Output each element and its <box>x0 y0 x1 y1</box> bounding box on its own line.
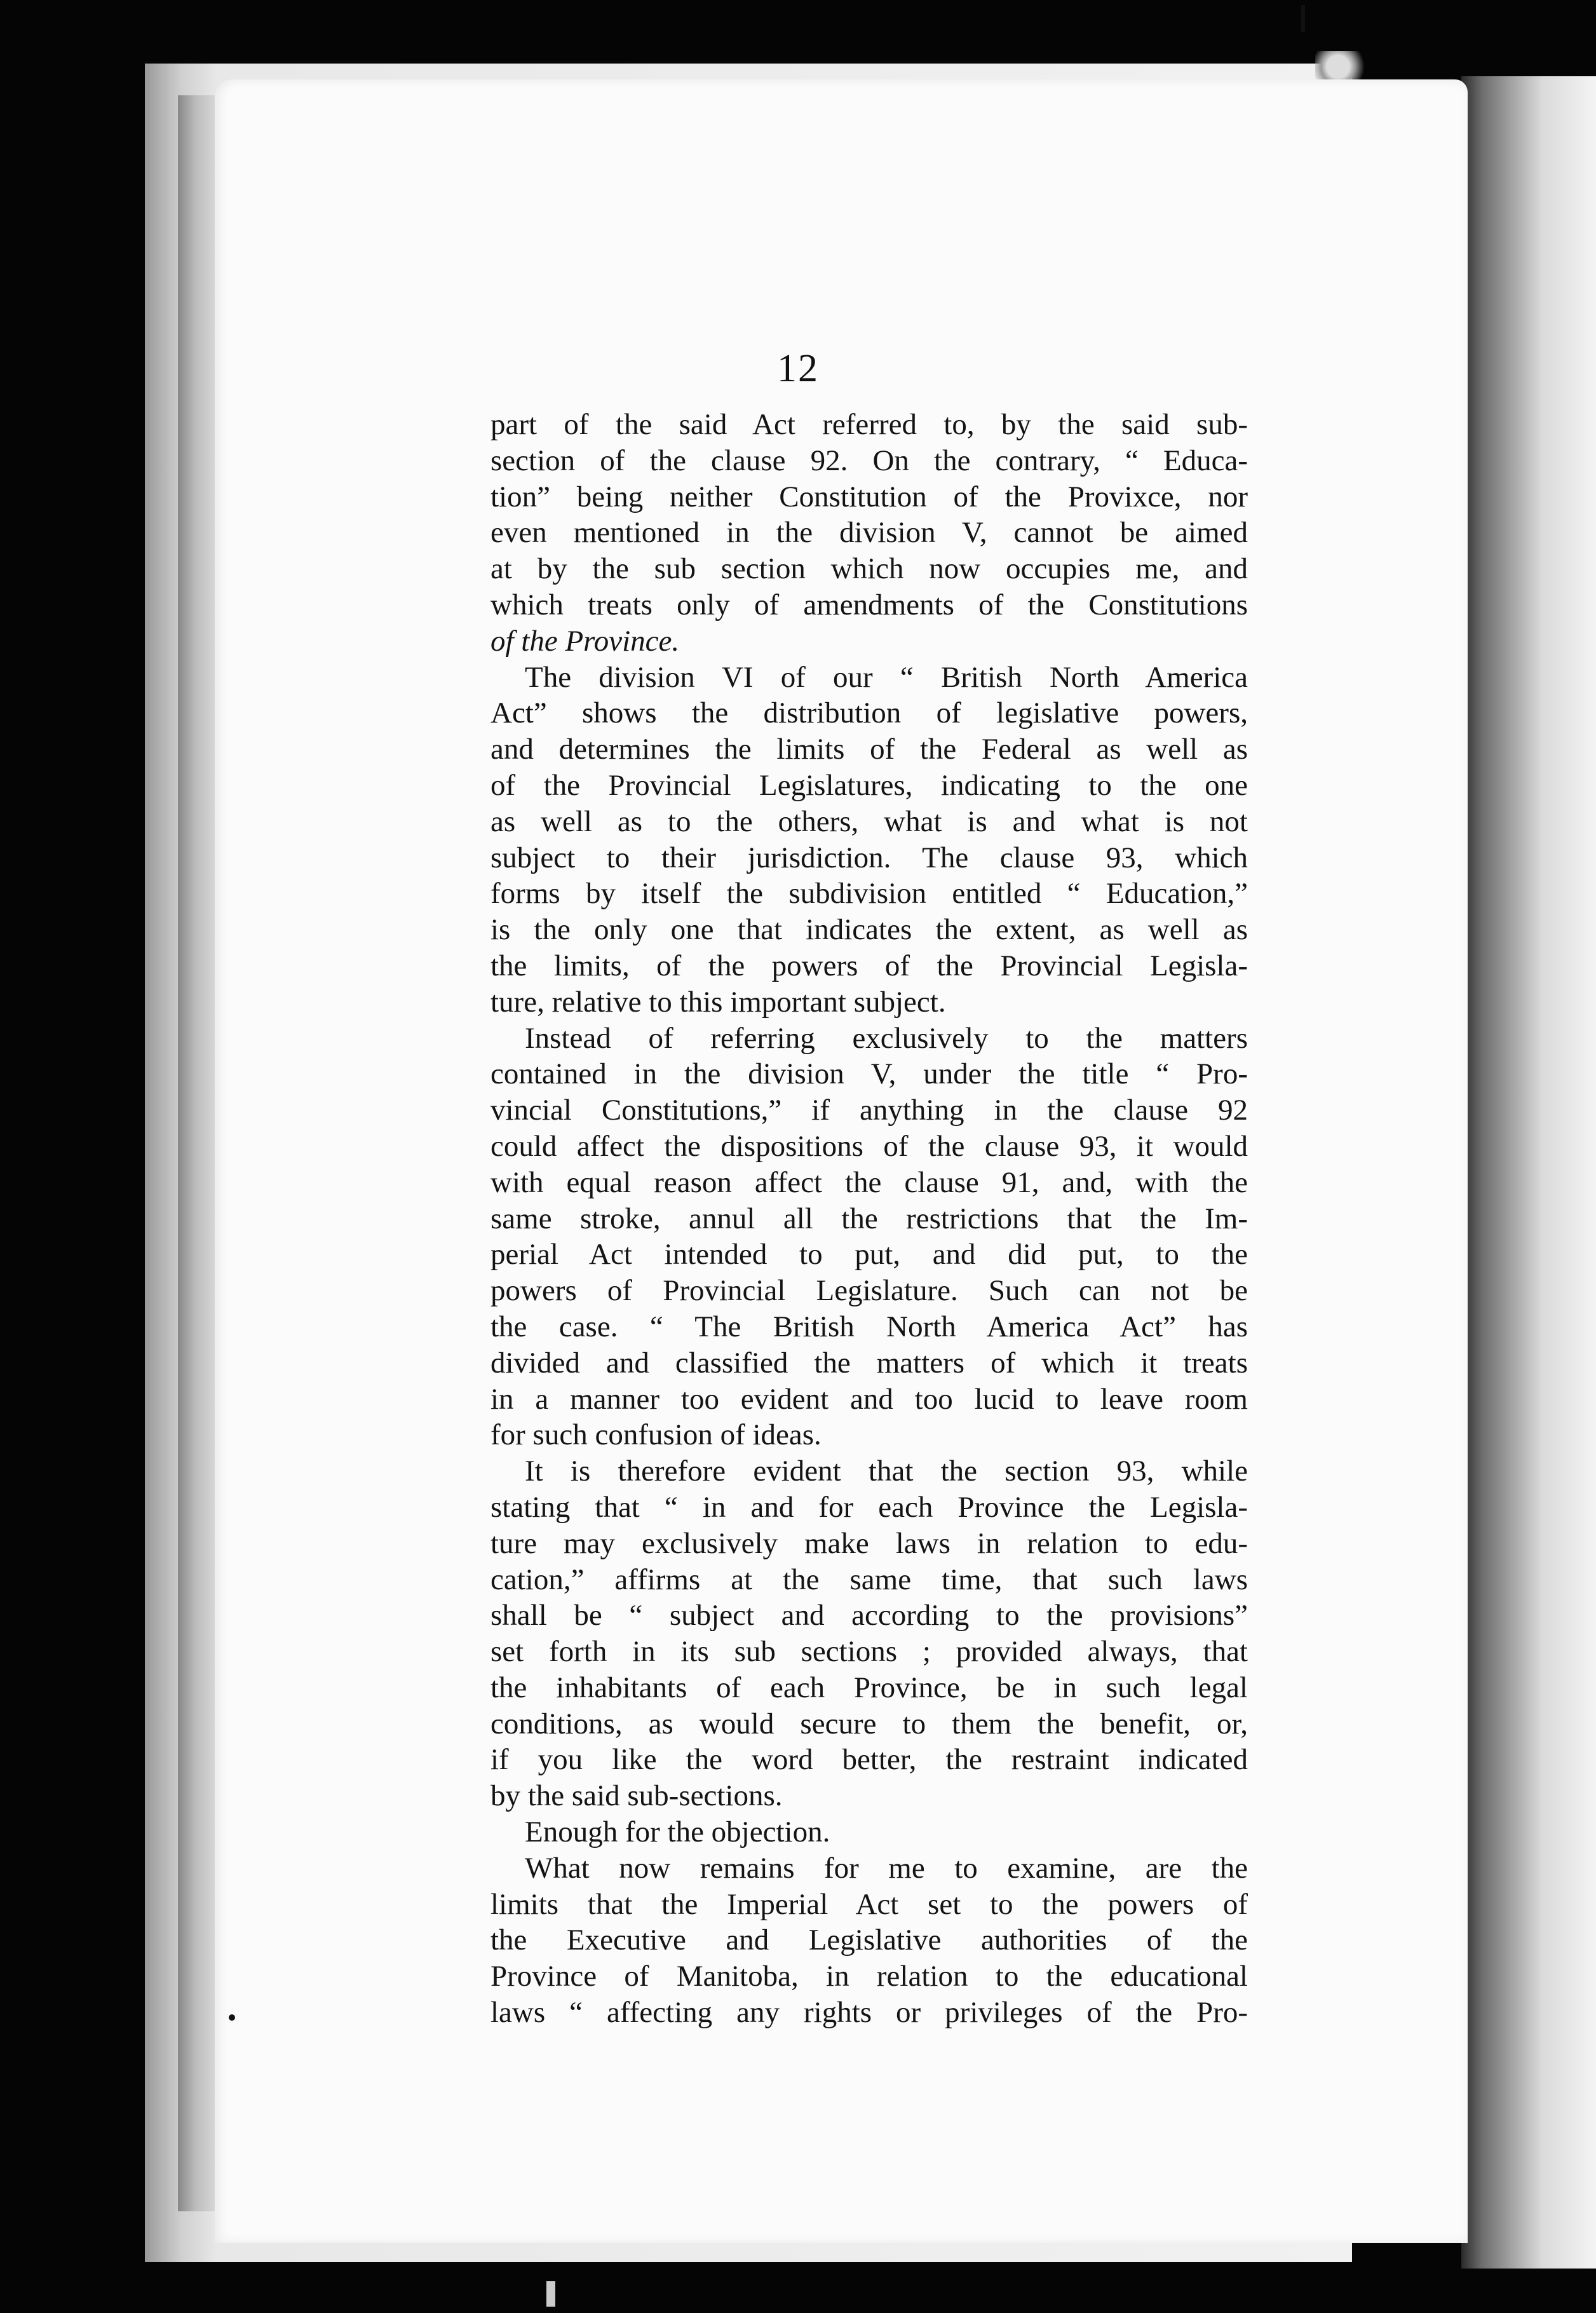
text-line: Act” shows the distribution of legislative powers, <box>490 696 1248 730</box>
page-number: 12 <box>777 347 819 390</box>
torn-corner <box>1315 51 1372 83</box>
text-line: cation,” affirms at the same time, that such laws <box>490 1563 1248 1596</box>
text-line: the case. “ The British North America Act” has <box>490 1310 1248 1343</box>
paragraph-5 <box>490 1814 1248 1850</box>
text-line: Instead of referring exclusively to the matters <box>525 1021 1248 1055</box>
text-line: ture may exclusively make laws in relation to edu- <box>490 1526 1248 1560</box>
text-line: perial Act intended to put, and did put, to the <box>490 1238 1248 1272</box>
text-line: stating that “ in and for each Province the Legisla- <box>490 1490 1248 1524</box>
text-line: for such confusion of ideas. <box>490 1418 822 1452</box>
text-line: shall be “ subject and according to the provisions” <box>490 1599 1248 1632</box>
text-line: laws “ affecting any rights or privileges of the Pro- <box>490 1996 1248 2030</box>
text-line: Enough for the objection. <box>525 1815 830 1849</box>
text-line: even mentioned in the division V, cannot be aimed <box>490 516 1248 550</box>
text-line: same stroke, annul all the restrictions that the Im- <box>490 1202 1248 1235</box>
text-line: the Executive and Legislative authorities of the <box>490 1923 1248 1957</box>
paragraph-2 <box>490 660 1248 1021</box>
paragraph-3 <box>490 1021 1248 1454</box>
text-line: part of the said Act referred to, by the said sub- <box>490 408 1248 441</box>
text-line: set forth in its sub sections ; provided always, that <box>490 1635 1248 1669</box>
text-line: is the only one that indicates the extent, as well as <box>490 913 1248 947</box>
facing-page-edge <box>1461 76 1596 2269</box>
text-line: in a manner too evident and too lucid to leave room <box>490 1382 1248 1416</box>
text-line: The division VI of our “ British North America <box>525 660 1248 694</box>
scan-speck <box>1301 5 1305 32</box>
text-line: as well as to the others, what is and what is not <box>490 804 1248 838</box>
text-line: of the Provincial Legislatures, indicating to the one <box>490 768 1248 802</box>
text-line: the inhabitants of each Province, be in such legal <box>490 1671 1248 1704</box>
text-line: powers of Provincial Legislature. Such can not be <box>490 1274 1248 1308</box>
text-line: divided and classified the matters of which it treats <box>490 1346 1248 1380</box>
text-line: vincial Constitutions,” if anything in the clause 92 <box>490 1094 1248 1127</box>
text-line: with equal reason affect the clause 91, and, with the <box>490 1165 1248 1199</box>
body-text <box>490 407 1248 2031</box>
text-line: if you like the word better, the restraint indicated <box>490 1743 1248 1777</box>
text-line: conditions, as would secure to them the benefit, or, <box>490 1707 1248 1740</box>
text-line: which treats only of amendments of the Constitutions <box>490 588 1248 621</box>
text-line: ture, relative to this important subject. <box>490 985 946 1019</box>
text-line: Province of Manitoba, in relation to the educational <box>490 1960 1248 1993</box>
text-line: contained in the division V, under the title “ Pro- <box>490 1057 1248 1091</box>
text-line: and determines the limits of the Federal as well as <box>490 733 1248 766</box>
text-line: of the Province. <box>490 624 680 658</box>
text-line: limits that the Imperial Act set to the powers of <box>490 1887 1248 1921</box>
text-line: at by the sub section which now occupies me, and <box>490 552 1248 586</box>
text-line: forms by itself the subdivision entitled “ Education,” <box>490 877 1248 911</box>
text-line: the limits, of the powers of the Provincial Legisla- <box>490 949 1248 982</box>
paragraph-6 <box>490 1850 1248 2031</box>
paragraph-4 <box>490 1453 1248 1814</box>
text-line: by the said sub-sections. <box>490 1779 783 1813</box>
text-line: tion” being neither Constitution of the Provixce, nor <box>490 480 1248 513</box>
text-line: What now remains for me to examine, are the <box>525 1851 1248 1885</box>
scan-speck <box>546 2281 555 2307</box>
text-line: subject to their jurisdiction. The clause 93, which <box>490 841 1248 874</box>
paragraph-1 <box>490 407 1248 660</box>
margin-dot-icon <box>229 2014 235 2021</box>
text-line: It is therefore evident that the section 93, while <box>525 1455 1248 1488</box>
text-line: could affect the dispositions of the clause 93, it would <box>490 1129 1248 1163</box>
text-line: section of the clause 92. On the contrary, “ Educa- <box>490 444 1248 477</box>
